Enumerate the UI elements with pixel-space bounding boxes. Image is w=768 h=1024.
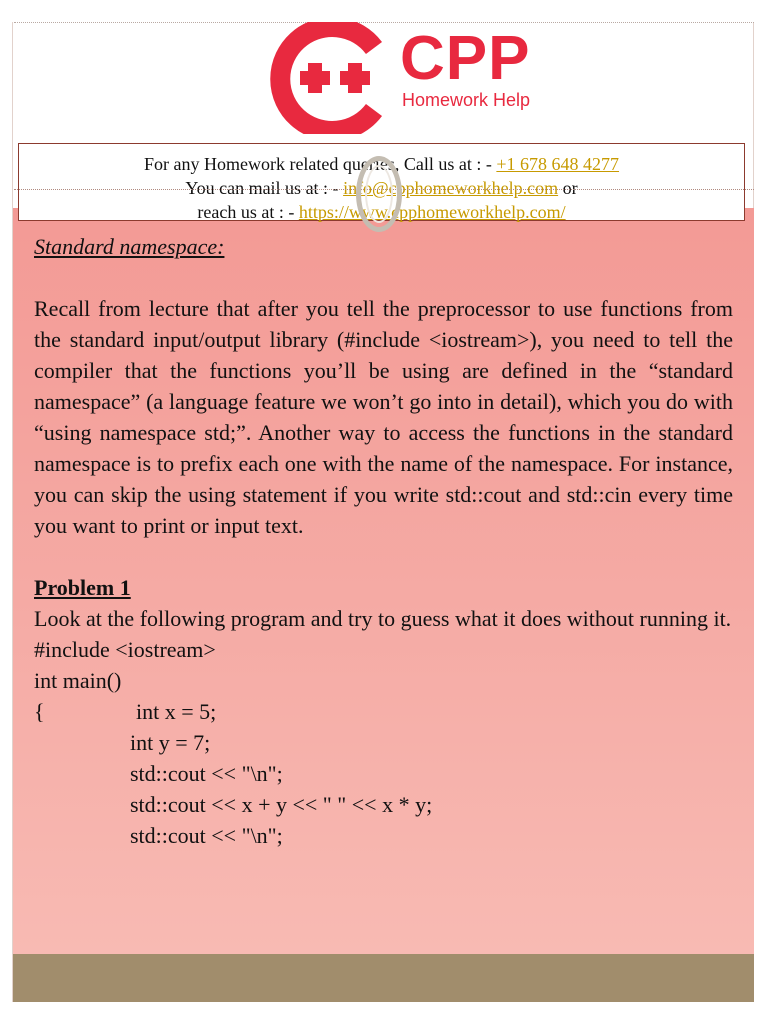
- spacer: [34, 541, 733, 572]
- code-open-brace: {: [34, 699, 45, 724]
- section-heading: Standard namespace:: [34, 234, 225, 259]
- problem-title: Problem 1: [34, 575, 131, 600]
- website-link[interactable]: https://www.cpphomeworkhelp.com/: [298, 202, 566, 222]
- ring-highlight-icon: [365, 165, 393, 223]
- code-line: std::cout << x + y << " " << x * y;: [130, 792, 433, 817]
- code-line: int y = 7;: [130, 730, 211, 755]
- document-body: [34, 231, 733, 851]
- footer-band: [13, 954, 754, 1002]
- brand-logo: [264, 22, 564, 134]
- problem-text: Look at the following program and try to guess what it does without running it.: [34, 606, 732, 631]
- spacer: [34, 262, 733, 293]
- phone-link[interactable]: +1 678 648 4277: [496, 154, 620, 174]
- brand-name: CPP: [400, 24, 531, 93]
- code-main-line: int main(): [34, 668, 122, 693]
- code-line: std::cout << "\n";: [130, 823, 283, 848]
- email-label: You can mail us at : -: [185, 178, 344, 198]
- website-label: reach us at : -: [197, 202, 299, 222]
- code-include-line: #include <iostream>: [34, 637, 216, 662]
- brand-tagline: Homework Help: [402, 90, 531, 110]
- email-link[interactable]: info@cpphomeworkhelp.com: [343, 178, 559, 198]
- code-line: std::cout << "\n";: [130, 761, 283, 786]
- code-line: int x = 5;: [136, 699, 217, 724]
- namespace-paragraph: Recall from lecture that after you tell the preprocessor to use functions from the standard input/output library (#include <iostream>), you need to tell the compiler that the functions you’ll be using are defined in the “standard namespace” (a language feature we won’t go into in detail), which you do with “using namespace std;”. Another way to access the functions in the standard namespace is to prefix each one with the name of the namespace. For instance, you can skip the using statement if you write std::cout and std::cin every time you want to print or input text.: [34, 296, 733, 538]
- phone-label: For any Homework related queries, Call us at : -: [143, 154, 497, 174]
- email-suffix: or: [558, 178, 578, 198]
- code-open-brace-row: [34, 696, 733, 727]
- cpp-logo-icon: [264, 22, 400, 134]
